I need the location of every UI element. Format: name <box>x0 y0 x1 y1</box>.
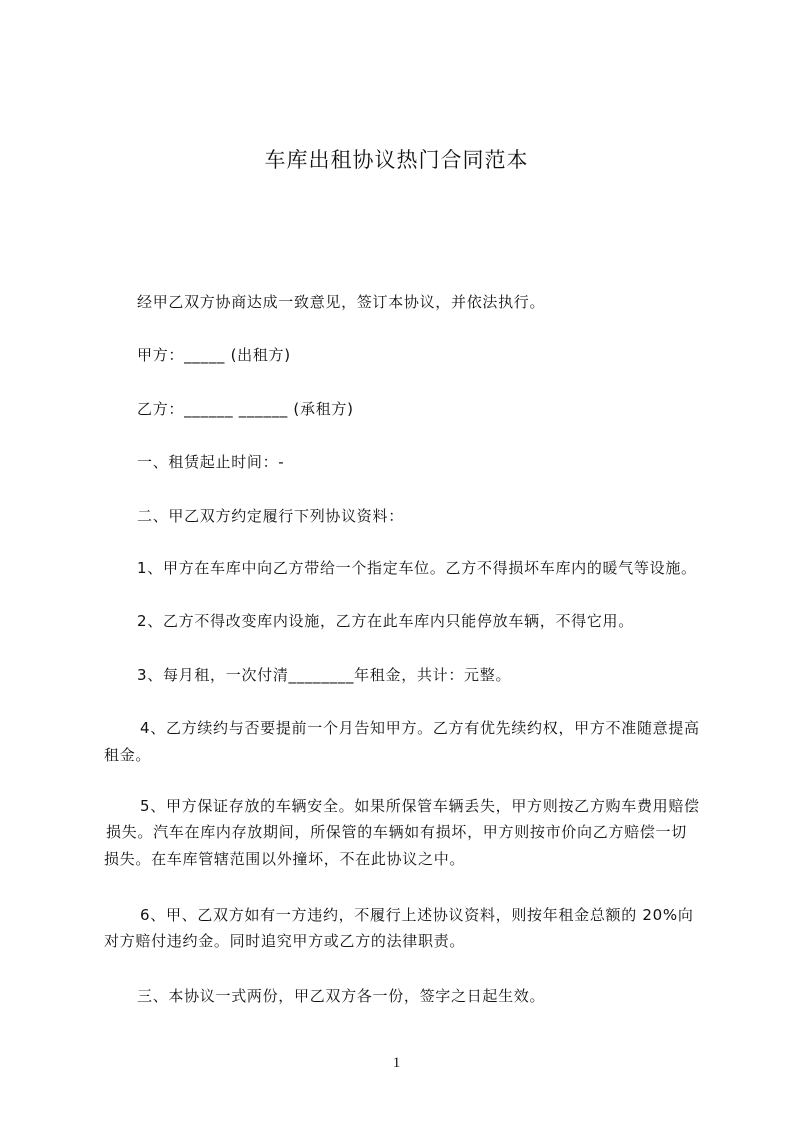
item-5-line-3: 损失。在车库管辖范围以外撞坏，不在此协议之中。 <box>104 850 466 868</box>
intro-paragraph: 经甲乙双方协商达成一致意见，签订本协议，并依法执行。 <box>137 293 546 311</box>
item-6-line-2: 对方赔付违约金。同时追究甲方或乙方的法律职责。 <box>104 932 466 950</box>
item-4-line-2: 租金。 <box>104 746 152 764</box>
item-4-line-1: 4、乙方续约与否要提前一个月告知甲方。乙方有优先续约权，甲方不准随意提高 <box>140 719 700 737</box>
item-1: 1、甲方在车库中向乙方带给一个指定车位。乙方不得损坏车库内的暖气等设施。 <box>137 559 697 577</box>
item-6-line-1: 6、甲、乙双方如有一方违约，不履行上述协议资料，则按年租金总额的 20%向 <box>140 906 694 924</box>
section-3-heading: 三、本协议一式两份，甲乙双方各一份，签字之日起生效。 <box>137 987 546 1005</box>
section-1-heading: 一、租赁起止时间：- <box>137 453 285 471</box>
item-5-line-1: 5、甲方保证存放的车辆安全。如果所保管车辆丢失，甲方则按乙方购车费用赔偿 <box>140 797 700 815</box>
document-title: 车库出租协议热门合同范本 <box>264 148 529 172</box>
section-2-heading: 二、甲乙双方约定履行下列协议资料： <box>137 507 404 525</box>
item-3: 3、每月租，一次付清________年租金，共计：元整。 <box>137 666 512 684</box>
page-number: 1 <box>392 1055 401 1071</box>
party-a-line: 甲方：_____ (出租方) <box>137 346 291 364</box>
item-2: 2、乙方不得改变库内设施，乙方在此车库内只能停放车辆，不得它用。 <box>137 612 634 630</box>
item-5-line-2: 损失。汽车在库内存放期间，所保管的车辆如有损坏，甲方则按市价向乙方赔偿一切 <box>106 823 687 841</box>
party-b-line: 乙方：______ ______ (承租方) <box>137 400 354 418</box>
